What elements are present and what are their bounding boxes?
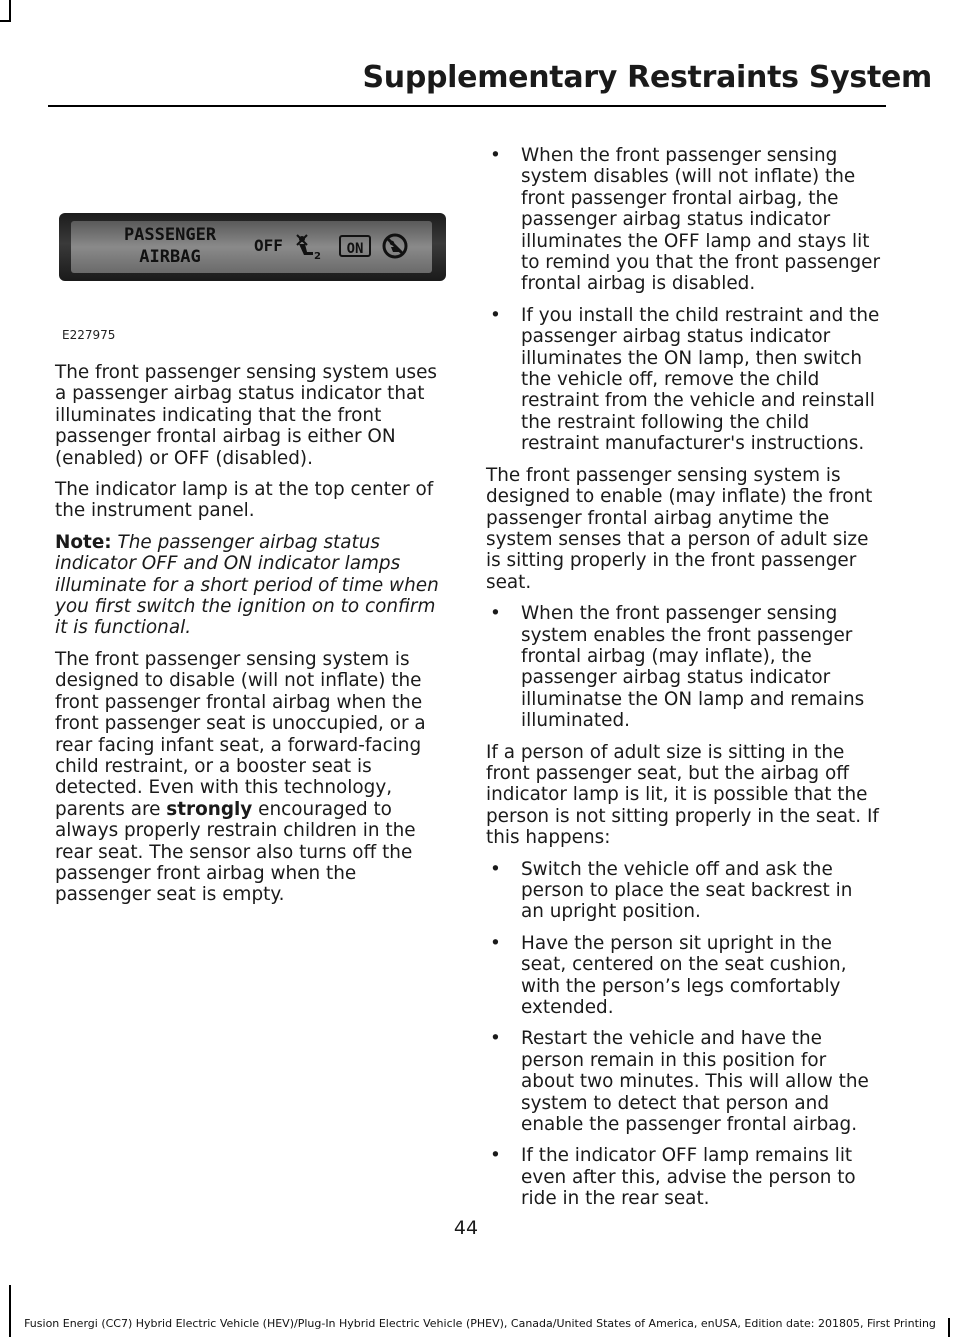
occupant-disabled-icon — [293, 232, 323, 262]
right-column — [486, 145, 881, 1220]
svg-text:2: 2 — [314, 251, 321, 262]
left-paragraph-2: The indicator lamp is at the top center of the instrument panel. — [55, 479, 434, 522]
bullet-icon: • — [490, 145, 501, 166]
strongly-emphasis: strongly — [166, 798, 253, 820]
airbag-off-icon — [381, 232, 409, 260]
page-number: 44 — [453, 1217, 479, 1239]
panel-label-passenger: PASSENGER — [123, 225, 217, 245]
footer-edition-info: Fusion Energi (CC7) Hybrid Electric Vehicle (HEV)/Plug-In Hybrid Electric Vehicle (PHEV), Canada/United States of America, enUSA, Edition date: 201805, First Printing — [24, 1317, 936, 1330]
page-title: Supplementary Restraints System — [362, 60, 932, 95]
list-item: • When the front passenger sensing system enables the front passenger frontal airbag (may inflate), the passenger airbag status indicator illuminatse the ON lamp and remains illuminated. — [490, 603, 865, 732]
figure-caption: E227975 — [62, 328, 116, 342]
bullet-icon: • — [490, 858, 501, 880]
right-paragraph-2: If a person of adult size is sitting in the front passenger seat, but the airbag off indicator lamp is lit, it is possible that the person is not sitting properly in the seat. If this happens: — [486, 741, 879, 849]
title-divider — [48, 105, 886, 107]
left-paragraph-3: The front passenger sensing system is designed to disable (will not inflate) the front passenger frontal airbag when the front passenger seat is unoccupied, or a rear facing infant seat, a forward-facing child restraint, or a booster seat is detected. Even with this technology, parents are strongly encouraged to always properly restrain children in the rear seat. The sensor also turns off the passenger front airbag when the passenger seat is empty. — [55, 648, 426, 906]
list-item: • When the front passenger sensing system disables (will not inflate) the front passenger frontal airbag, the passenger airbag status indicator illuminates the OFF lamp and stays lit to remind you that the front passenger frontal airbag is disabled. — [490, 145, 881, 295]
bullet-list-b — [486, 603, 881, 731]
bullet-icon: • — [490, 304, 501, 326]
list-item: • If the indicator OFF lamp remains lit even after this, advise the person to ride in the rear seat. — [490, 1145, 856, 1210]
on-lamp-label: ON — [346, 241, 364, 257]
airbag-status-figure — [55, 145, 450, 350]
airbag-status-panel — [59, 213, 446, 281]
list-item: • Switch the vehicle off and ask the person to place the seat backrest in an upright position. — [490, 858, 853, 923]
bullet-list-c — [486, 859, 881, 1210]
crop-mark-top-left-horizontal — [0, 20, 11, 22]
off-lamp-label: OFF — [254, 236, 283, 255]
list-item: • If you install the child restraint and the passenger airbag status indicator illuminates the ON lamp, then switch the vehicle off, remove the child restraint from the vehicle and reinstall the restraint following the child restraint manufacturer's instructions. — [490, 304, 880, 455]
bullet-list-a — [486, 145, 881, 455]
note-text: The passenger airbag status indicator OFF and ON indicator lamps illuminate for a short period of time when you first switch the ignition on to confirm it is functional. — [55, 531, 439, 639]
panel-label-airbag: AIRBAG — [139, 247, 201, 267]
left-column — [55, 145, 450, 916]
bullet-icon: • — [490, 1145, 501, 1167]
list-item: • Have the person sit upright in the seat, centered on the seat cushion, with the person’s legs comfortably extended. — [490, 932, 847, 1019]
on-lamp-indicator — [339, 235, 371, 257]
crop-mark-top-left-vertical — [9, 0, 11, 22]
left-paragraph-1: The front passenger sensing system uses a passenger airbag status indicator that illuminates indicating that the front passenger frontal airbag is either ON (enabled) or OFF (disabled). — [55, 362, 438, 469]
list-item: • Restart the vehicle and have the person remain in this position for about two minutes. This will allow the system to detect that person and enable the passenger frontal airbag. — [490, 1028, 869, 1136]
note-paragraph — [55, 532, 450, 639]
bullet-icon: • — [490, 932, 501, 954]
right-paragraph-1: The front passenger sensing system is designed to enable (may inflate) the front passenger frontal airbag anytime the system senses that a person of adult size is sitting properly in the front passenger seat. — [486, 464, 873, 593]
note-label: Note: — [55, 531, 112, 553]
bullet-icon: • — [490, 1028, 501, 1050]
bullet-icon: • — [490, 603, 501, 625]
